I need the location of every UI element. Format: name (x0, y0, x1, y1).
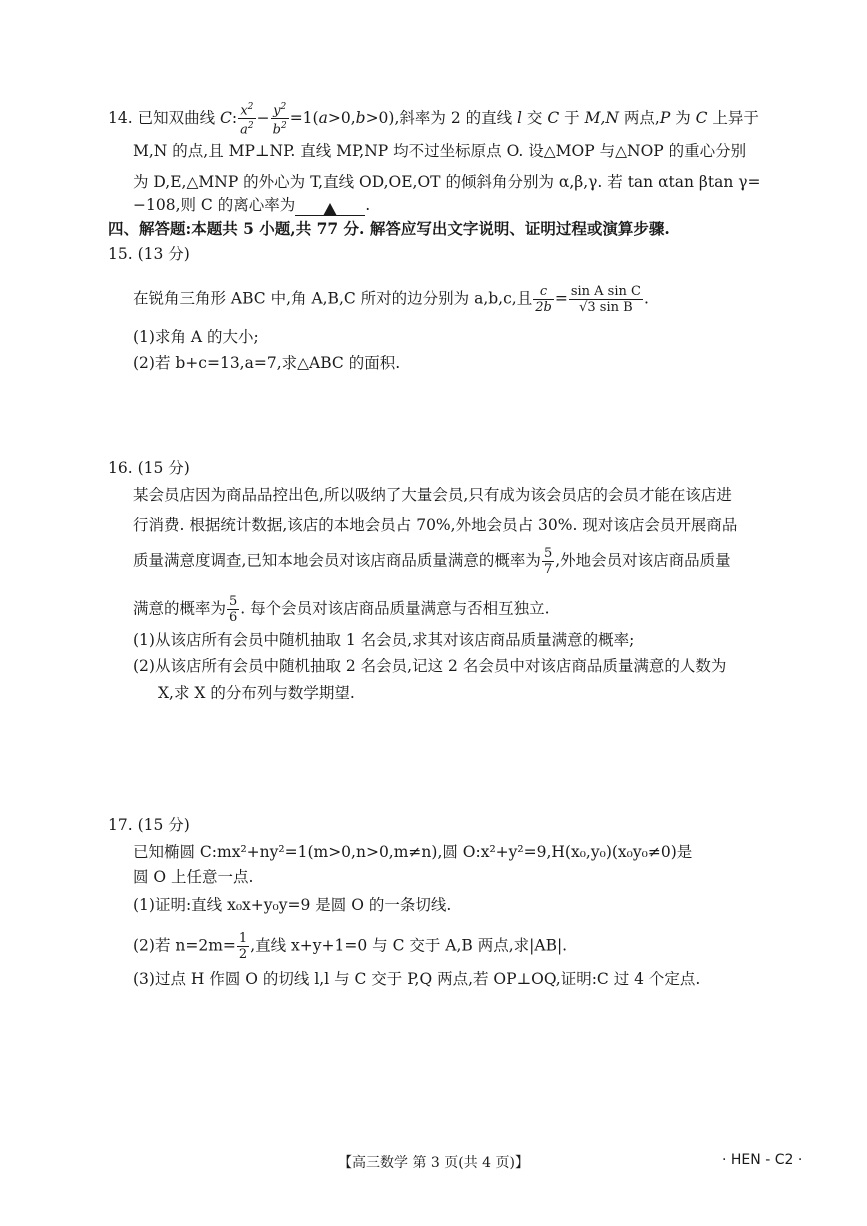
exam-code: · HEN - C2 · (722, 1152, 803, 1168)
q16-line-2: 行消费. 根据统计数据,该店的本地会员占 70%,外地会员占 30%. 现对该店会员开展商品 (133, 516, 738, 534)
q14-line-3: 为 D,E,△MNP 的外心为 T,直线 OD,OE,OT 的倾斜角分别为 α,β,γ. 若 tan αtan βtan γ= (133, 173, 761, 191)
q14-text: C (695, 108, 708, 127)
frac-den: 2b (535, 300, 552, 315)
q16-heading: 16. (15 分) (108, 459, 190, 477)
q14-text: 交 (522, 108, 548, 127)
q14-line-4 (133, 194, 370, 216)
frac-num: c (539, 284, 548, 299)
page-footer: 【高三数学 第 3 页(共 4 页)】 (338, 1155, 529, 1171)
q15-part-1: (1)求角 A 的大小; (133, 328, 259, 346)
fraction-y2-b2 (271, 100, 289, 138)
q14-text: −108,则 C 的离心率为 (133, 196, 296, 214)
q15-text: = (554, 289, 568, 308)
frac-num: sin A sin C (570, 284, 641, 299)
section-header: 四、解答题:本题共 5 小题,共 77 分. 解答应写出文字说明、证明过程或演算步骤. (108, 219, 670, 238)
q14-text: =1( (289, 108, 319, 127)
frac-num: 1 (238, 931, 248, 946)
frac-num: 5 (543, 546, 553, 561)
frac-den: √3 sin B (569, 299, 643, 315)
frac-den: 7 (543, 562, 553, 577)
fraction-sine-ratio (569, 284, 643, 315)
q17-line-1: 已知椭圆 C:mx²+ny²=1(m>0,n>0,m≠n),圆 O:x²+y²=9,H(x₀,y₀)(x₀y₀≠0)是 (133, 843, 693, 861)
q14-text: 14. 已知双曲线 (108, 108, 221, 127)
q14-text: >0),斜率为 2 的直线 (365, 108, 518, 127)
var-b: b (272, 122, 281, 138)
fraction-5-6 (227, 594, 239, 625)
q16-part-2-cont: X,求 X 的分布列与数学期望. (158, 684, 355, 702)
frac-den: $b^2$ (271, 118, 289, 137)
q14-text: 为 (670, 108, 696, 127)
q15-text: 在锐角三角形 ABC 中,角 A,B,C 所对的边分别为 a,b,c,且 (133, 289, 533, 308)
frac-den: 6 (229, 610, 238, 625)
var-x: x (240, 103, 248, 119)
q15-text: . (643, 289, 649, 308)
q17-heading: 17. (15 分) (108, 816, 190, 834)
var-y: y (273, 103, 281, 119)
q14-line-1: 14. 已知双曲线 C: $\frac{x^2}{a^2}$ − $\frac{y^2}{b^2}$ =1(a>0,b>0),斜率为 2 的直线 l 交 C 于 M,N 两点,P 为 C 上异于 (108, 102, 759, 138)
q15-line-1 (133, 284, 649, 315)
q17-text: (2)若 n=2m= (133, 936, 236, 955)
q14-text: 两点, (618, 108, 660, 127)
q14-text: M,N (584, 108, 619, 127)
frac-den: $a^2$ (238, 118, 256, 137)
fraction-c-2b (533, 284, 554, 315)
q14-text: C (547, 108, 560, 127)
q17-part-1: (1)证明:直线 x₀x+y₀y=9 是圆 O 的一条切线. (133, 896, 452, 914)
frac-num: $y^2$ (273, 102, 287, 119)
q14-text: 上异于 (707, 108, 759, 127)
q16-part-2: (2)从该店所有会员中随机抽取 2 名会员,记这 2 名会员中对该店商品质量满意的人数为 (133, 657, 727, 675)
q17-part-3: (3)过点 H 作圆 O 的切线 l,l 与 C 交于 P,Q 两点,若 OP⊥OQ,证明:C 过 4 个定点. (133, 970, 701, 988)
q17-text: ,直线 x+y+1=0 与 C 交于 A,B 两点,求|AB|. (250, 936, 568, 955)
q16-line-3 (133, 546, 731, 577)
q16-line-4 (133, 594, 550, 625)
fraction-x2-a2 (238, 100, 256, 138)
q16-text: . 每个会员对该店商品质量满意与否相互独立. (240, 599, 550, 618)
q14-text: b (355, 108, 366, 127)
q15-part-2: (2)若 b+c=13,a=7,求△ABC 的面积. (133, 354, 401, 372)
q14-text: C (220, 108, 232, 127)
frac-num: $x^2$ (240, 102, 254, 119)
q14-text: . (365, 196, 371, 214)
q16-text: 满意的概率为 (133, 599, 227, 618)
frac-den: 2 (238, 947, 248, 962)
fraction-5-7 (542, 546, 554, 577)
frac-num: 5 (229, 594, 238, 609)
q16-text: 质量满意度调查,已知本地会员对该店商品质量满意的概率为 (133, 551, 541, 570)
answer-blank (295, 197, 365, 216)
q15-heading: 15. (13 分) (108, 245, 190, 263)
q17-part-2 (133, 931, 567, 962)
q16-part-1: (1)从该店所有会员中随机抽取 1 名会员,求其对该店商品质量满意的概率; (133, 631, 635, 649)
var-a: a (240, 122, 248, 138)
q14-text: : (231, 108, 238, 127)
q14-text: 于 (559, 108, 585, 127)
q14-line-2: M,N 的点,且 MP⊥NP. 直线 MP,NP 均不过坐标原点 O. 设△MOP 与△NOP 的重心分别 (133, 142, 747, 160)
q14-text: l (517, 108, 522, 127)
q16-line-1: 某会员店因为商品品控出色,所以吸纳了大量会员,只有成为该会员店的会员才能在该店进 (133, 486, 732, 504)
q14-text: >0, (327, 108, 356, 127)
q14-text: P (659, 108, 671, 127)
fraction-1-2 (237, 931, 249, 962)
q14-text: a (318, 108, 328, 127)
q16-text: ,外地会员对该店商品质量 (555, 551, 731, 570)
triangle-marker-icon (323, 203, 337, 216)
q17-line-2: 圆 O 上任意一点. (133, 868, 254, 886)
